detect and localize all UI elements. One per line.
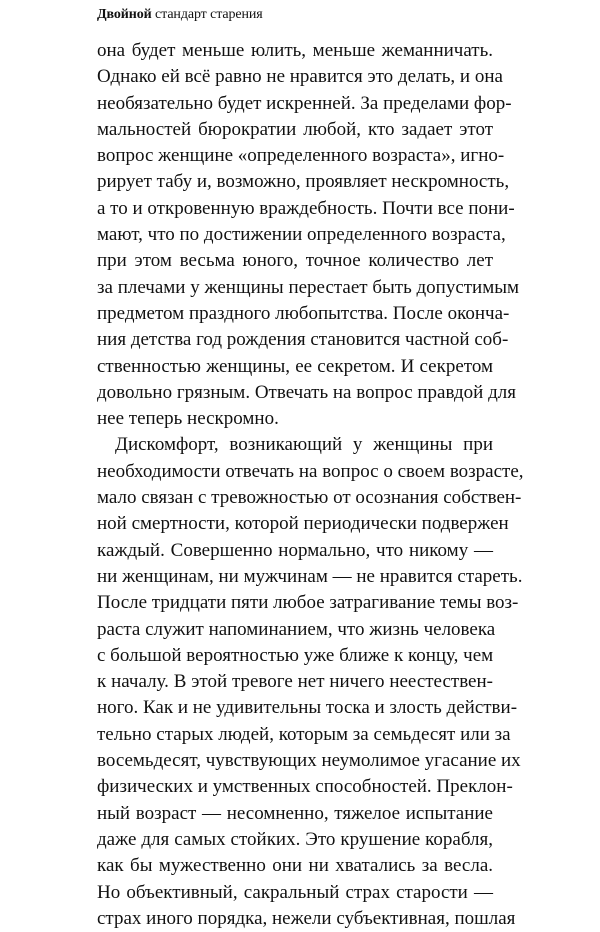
text-line: Дискомфорт, возникающий у женщины при: [115, 434, 493, 456]
text-line: к началу. В этой тревоге нет ничего неестествен-: [97, 671, 493, 693]
text-line: за плечами у женщины перестает быть допустимым: [97, 276, 520, 298]
running-head-rest: стандарт старения: [155, 7, 263, 22]
text-line: рирует табу и, возможно, проявляет нескромность,: [97, 171, 510, 193]
running-head: [97, 7, 263, 23]
text-line: при этом весьма юного, точное количество лет: [97, 250, 493, 272]
text-line: ния детства год рождения становится частной соб-: [97, 329, 509, 351]
text-line: страх иного порядка, нежели субъективная, пошлая: [97, 907, 516, 929]
text-line: ственностью женщины, ее секретом. И секретом: [97, 355, 493, 377]
text-line: тельно старых людей, которым за семьдесят или за: [97, 723, 511, 745]
text-line: каждый. Совершенно нормально, что никому —: [97, 539, 493, 561]
text-line: а то и откровенную враждебность. Почти все пони-: [97, 197, 515, 219]
text-line: После тридцати пяти любое затрагивание темы воз-: [97, 592, 519, 614]
text-line: ного. Как и не удивительны тоска и злость действи-: [97, 697, 518, 719]
text-line: с большой вероятностью уже ближе к концу, чем: [97, 644, 494, 666]
text-line: довольно грязным. Отвечать на вопрос правдой для: [97, 381, 516, 403]
text-line: предметом праздного любопытства. После оконча-: [97, 302, 510, 324]
text-line: необязательно будет искренней. За пределами фор-: [97, 92, 512, 114]
running-head-bold: Двойной: [97, 7, 152, 22]
text-line: Однако ей всё равно не нравится это делать, и она: [97, 66, 503, 88]
text-line: даже для самых стойких. Это крушение корабля,: [97, 828, 493, 850]
text-line: раста служит напоминанием, что жизнь человека: [97, 618, 496, 640]
text-line: мало связан с тревожностью от осознания собствен-: [97, 487, 522, 509]
body-text: [97, 38, 524, 932]
text-line: вопрос женщине «определенного возраста», игно-: [97, 145, 505, 167]
text-line: необходимости отвечать на вопрос о своем возрасте,: [97, 460, 524, 482]
text-line: нее теперь нескромно.: [97, 408, 279, 430]
text-line: физических и умственных способностей. Преклон-: [97, 776, 513, 798]
text-line: восемьдесят, чувствующих неумолимое угасание их: [97, 750, 521, 772]
text-line: ни женщинам, ни мужчинам — не нравится стареть.: [97, 565, 523, 587]
text-line: ной смертности, которой периодически подвержен: [97, 513, 509, 535]
text-line: она будет меньше юлить, меньше жеманничать.: [97, 40, 493, 61]
text-line: как бы мужественно они ни хватались за весла.: [97, 855, 493, 877]
text-line: мают, что по достижении определенного возраста,: [97, 224, 506, 246]
text-line: мальностей бюрократии любой, кто задает этот: [97, 118, 493, 140]
text-line: ный возраст — несомненно, тяжелое испытание: [97, 802, 493, 824]
text-line: Но объективный, сакральный страх старости —: [97, 881, 493, 903]
